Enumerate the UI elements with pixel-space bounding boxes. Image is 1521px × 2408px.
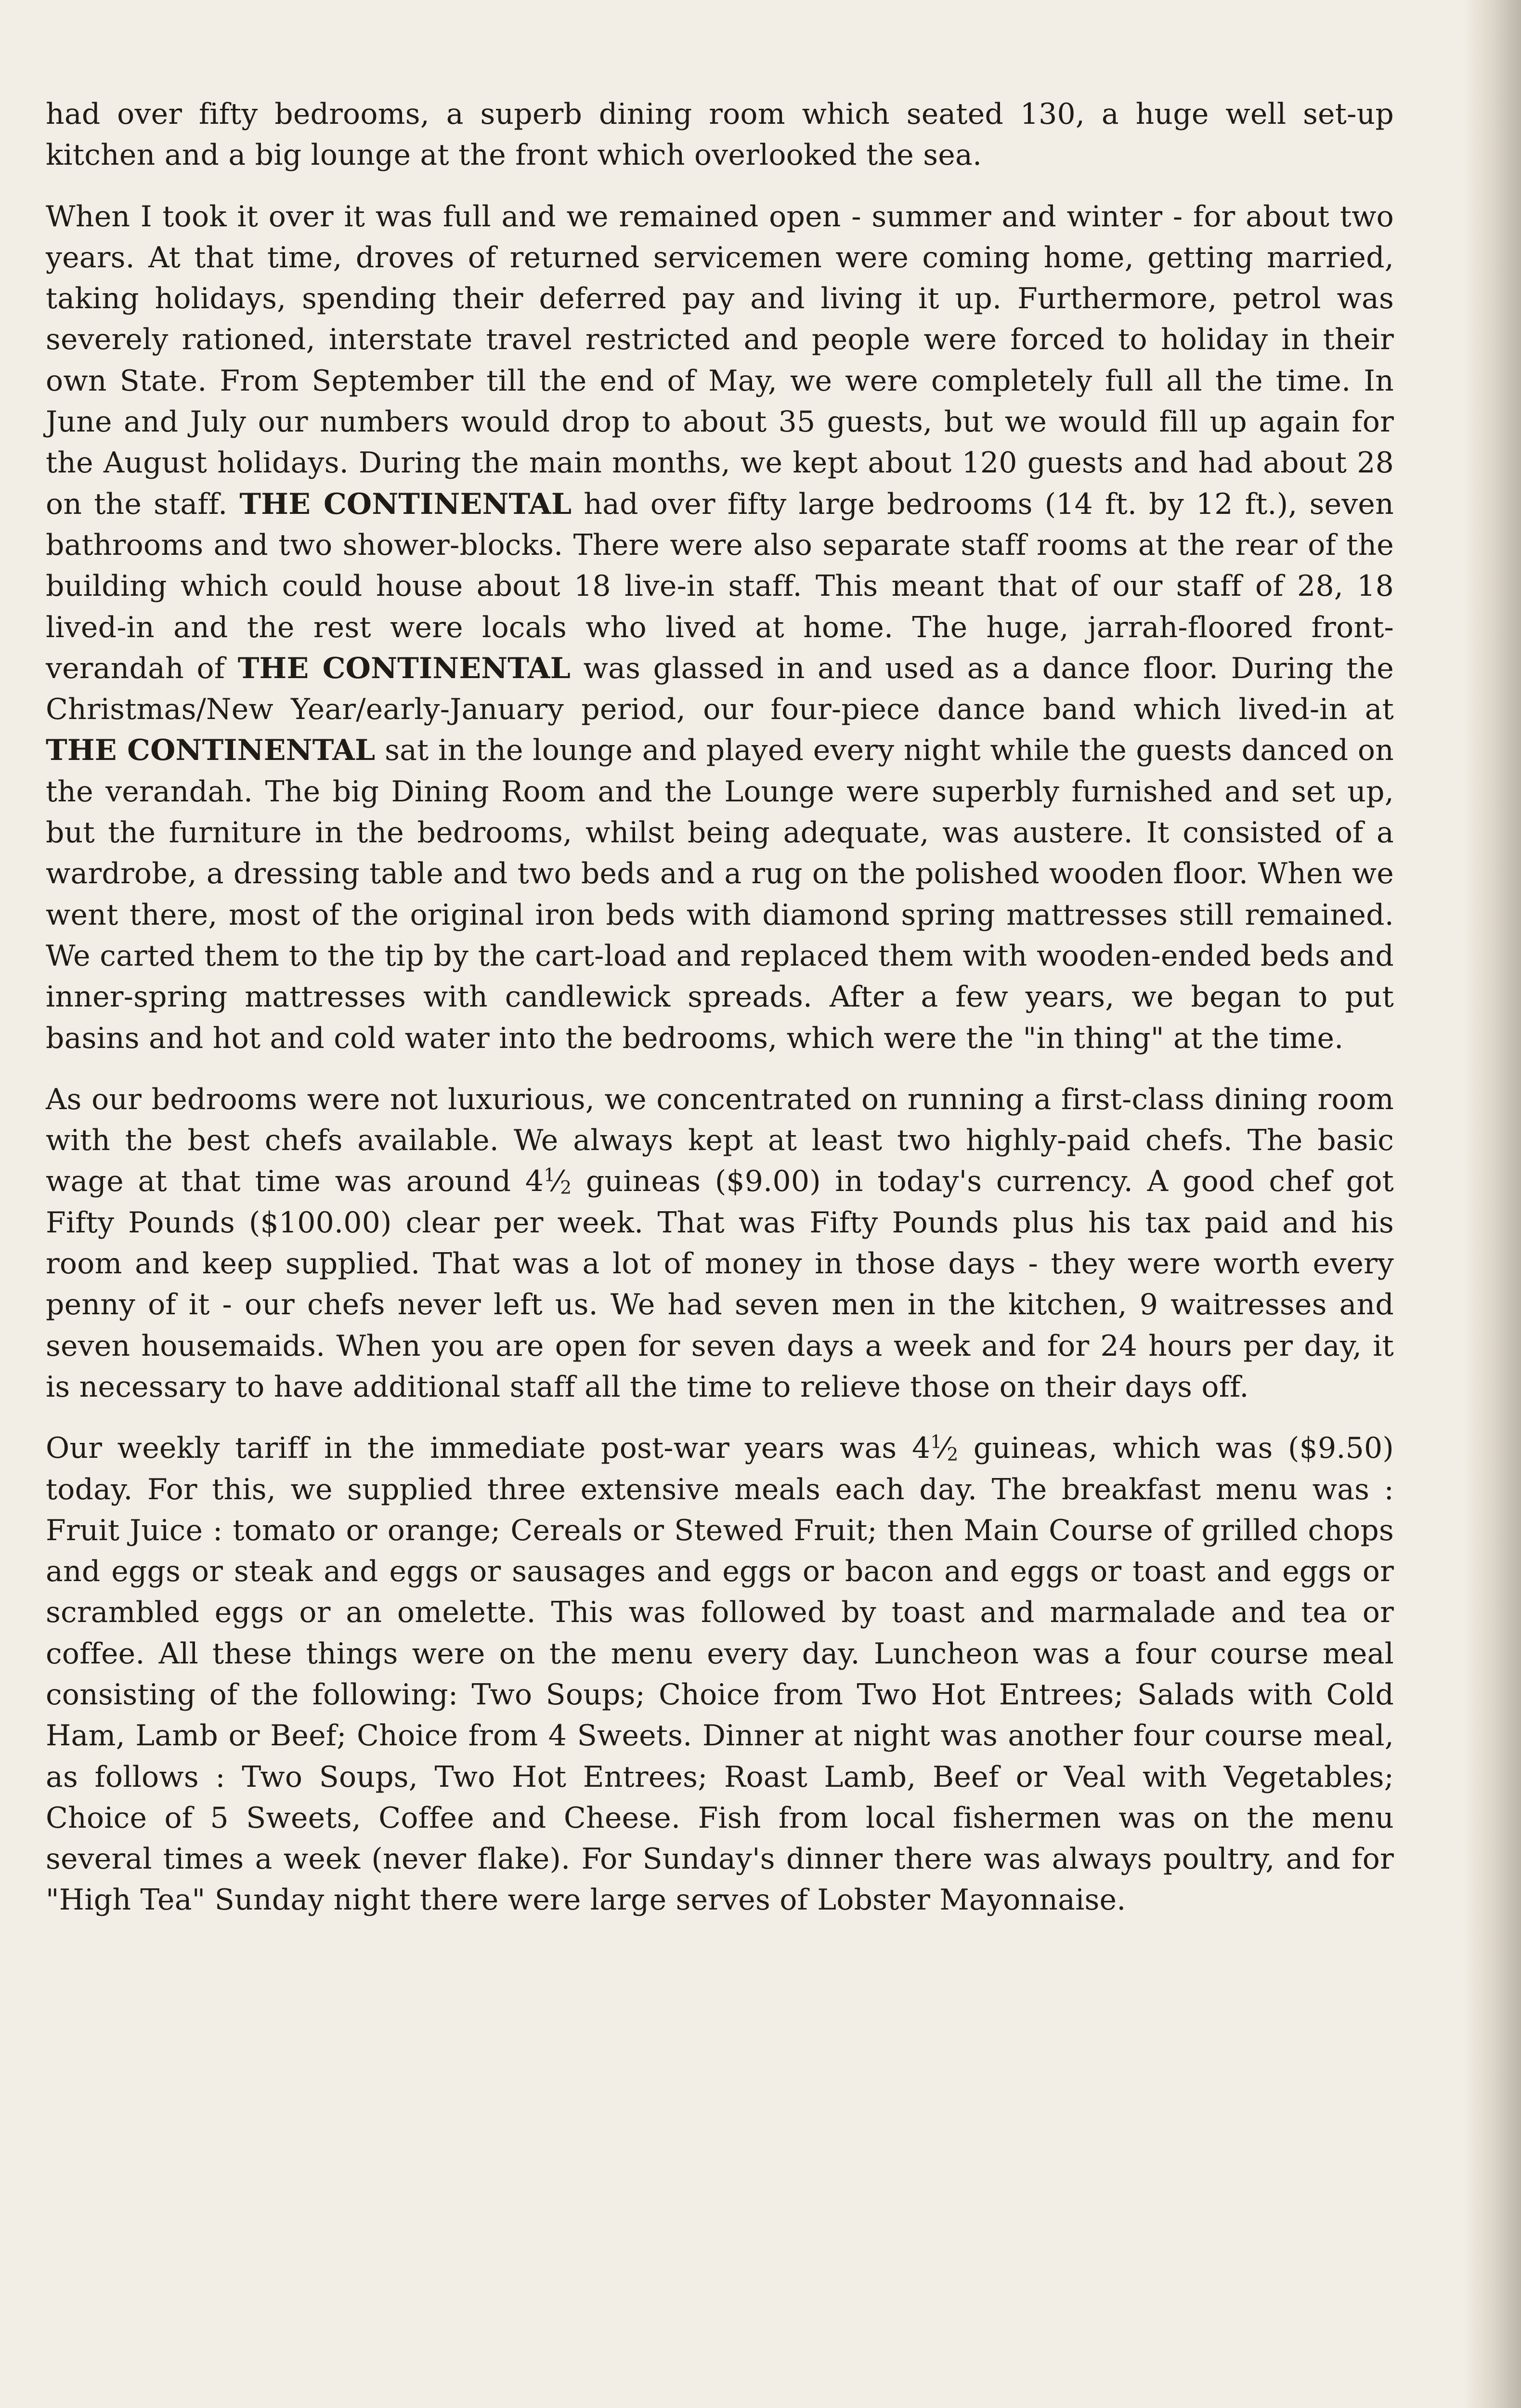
text-run: When I took it over it was full and we remained open - summer and winter - for about two years. At that time, droves of returned servicemen were coming home, getting married, taking holidays, spending their deferred pay and living it up. Furthermore, petrol was severely rationed, interstate travel restricted and people were forced to holiday in their own State. From September till the end of May, we were completely full all the time. In June and July our numbers would drop to about 35 guests, but we would fill up again for the August holidays. During the main months, we kept about 120 guests and had about 28 on the staff.: [46, 199, 1394, 521]
text-run: was glassed in and used as a dance floor. During the Christmas/New Year/early-January period, our four-piece dance band which lived-in at: [46, 651, 1394, 727]
paragraph-4: [46, 1428, 1394, 1921]
fraction-one-half: $^1⁄_2$: [930, 1431, 959, 1466]
fraction-numerator: 1: [930, 1431, 942, 1453]
text-run: had over fifty large bedrooms (14 ft. by 12 ft.), seven bathrooms and two shower-blocks. There were also separate staff rooms at the rear of the building which could house about 18 live-in staff. This meant that of our staff of 28, 18 lived-in and the rest were locals who lived at home. The huge, jarrah-floored front-verandah of: [46, 487, 1394, 685]
fraction-denominator: 2: [560, 1177, 572, 1198]
fraction-one-half: $^1⁄_2$: [544, 1164, 572, 1199]
text-run: guineas ($9.00) in today's currency. A good chef got Fifty Pounds ($100.00) clear per week. That was Fifty Pounds plus his tax paid and his room and keep supplied. That was a lot of money in those days - they were worth every penny of it - our chefs never left us. We had seven men in the kitchen, 9 waitresses and seven housemaids. When you are open for seven days a week and for 24 hours per day, it is necessary to have additional staff all the time to relieve those on their days off.: [46, 1165, 1394, 1404]
hotel-name: THE CONTINENTAL: [46, 733, 376, 768]
text-run: guineas, which was ($9.50) today. For this, we supplied three extensive meals each day. The breakfast menu was : Fruit Juice : tomato or orange; Cereals or Stewed Fruit; then Main Course of grilled chops and eggs or steak and eggs or sausages and eggs or bacon and eggs or toast and eggs or scrambled eggs or an omelette. This was followed by toast and marmalade and tea or coffee. All these things were on the menu every day. Luncheon was a four course meal consisting of the following: Two Soups; Choice from Two Hot Entrees; Salads with Cold Ham, Lamb or Beef; Choice from 4 Sweets. Dinner at night was another four course meal, as follows : Two Soups, Two Hot Entrees; Roast Lamb, Beef or Veal with Vegetables; Choice of 5 Sweets, Coffee and Cheese. Fish from local fishermen was on the menu several times a week (never flake). For Sunday's dinner there was always poultry, and for "High Tea" Sunday night there were large serves of Lobster Mayonnaise.: [46, 1431, 1394, 1917]
body-text: [46, 94, 1394, 1941]
text-run: had over fifty bedrooms, a superb dining room which seated 130, a huge well set-up kitchen and a big lounge at the front which overlooked the sea.: [46, 97, 1394, 172]
paragraph-3: [46, 1079, 1394, 1408]
hotel-name: THE CONTINENTAL: [239, 487, 572, 521]
hotel-name: THE CONTINENTAL: [237, 651, 571, 685]
text-run: Our weekly tariff in the immediate post-war years was 4: [46, 1431, 931, 1466]
text-run: sat in the lounge and played every night while the guests danced on the verandah. The big Dining Room and the Lounge were superbly furnished and set up, but the furniture in the bedrooms, whilst being adequate, was austere. It consisted of a wardrobe, a dressing table and two beds and a rug on the polished wooden floor. When we went there, most of the original iron beds with diamond spring mattresses still remained. We carted them to the tip by the cart-load and replaced them with wooden-ended beds and inner-spring mattresses with candlewick spreads. After a few years, we began to put basins and hot and cold water into the bedrooms, which were the "in thing" at the time.: [46, 733, 1394, 1055]
text-run: As our bedrooms were not luxurious, we concentrated on running a first-class dining room with the best chefs available. We always kept at least two highly-paid chefs. The basic wage at that time was around 4: [46, 1082, 1394, 1199]
paragraph-1: [46, 94, 1394, 176]
paragraph-2: [46, 196, 1394, 1059]
fraction-denominator: 2: [947, 1443, 959, 1465]
fraction-numerator: 1: [544, 1164, 556, 1186]
